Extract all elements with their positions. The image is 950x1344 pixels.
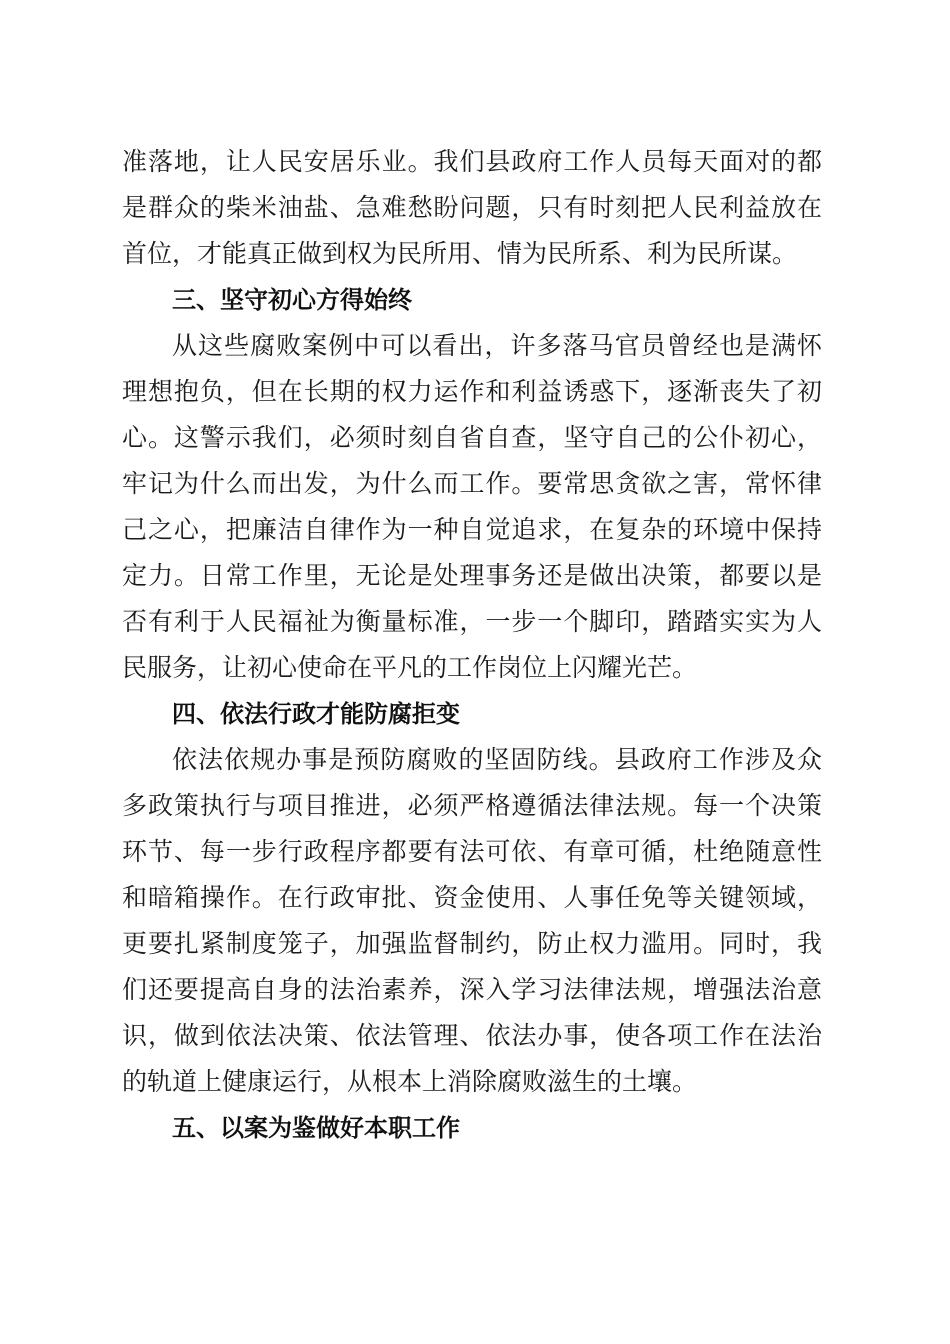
paragraph-line: 准落地，让人民安居乐业。我们县政府工作人员每天面对的都 (122, 147, 822, 176)
paragraph-line: 和暗箱操作。在行政审批、资金使用、人事任免等关键领域， (122, 883, 822, 912)
paragraph-line: 识，做到依法决策、依法管理、依法办事，使各项工作在法治 (122, 1021, 822, 1050)
paragraph-line: 牢记为什么而出发，为什么而工作。要常思贪欲之害，常怀律 (122, 469, 822, 498)
paragraph-line: 从这些腐败案例中可以看出，许多落马官员曾经也是满怀 (172, 331, 822, 360)
paragraph-line: 多政策执行与项目推进，必须严格遵循法律法规。每一个决策 (122, 791, 822, 820)
paragraph-line: 己之心，把廉洁自律作为一种自觉追求，在复杂的环境中保持 (122, 515, 822, 544)
paragraph-line: 心。这警示我们，必须时刻自省自查，坚守自己的公仆初心， (122, 423, 822, 452)
paragraph-line: 是群众的柴米油盐、急难愁盼问题，只有时刻把人民利益放在 (122, 193, 822, 222)
section-heading-3: 三、坚守初心方得始终 (172, 286, 412, 314)
paragraph-line: 更要扎紧制度笼子，加强监督制约，防止权力滥用。同时，我 (122, 929, 822, 958)
paragraph-line: 们还要提高自身的法治素养，深入学习法律法规，增强法治意 (122, 975, 822, 1004)
paragraph-line: 否有利于人民福祉为衡量标准，一步一个脚印，踏踏实实为人 (122, 607, 822, 636)
paragraph-line: 定力。日常工作里，无论是处理事务还是做出决策，都要以是 (122, 561, 822, 590)
paragraph-line: 依法依规办事是预防腐败的坚固防线。县政府工作涉及众 (172, 745, 822, 774)
paragraph-line: 理想抱负，但在长期的权力运作和利益诱惑下，逐渐丧失了初 (122, 377, 822, 406)
paragraph-line: 民服务，让初心使命在平凡的工作岗位上闪耀光芒。 (122, 653, 698, 682)
paragraph-line: 的轨道上健康运行，从根本上消除腐败滋生的土壤。 (122, 1067, 698, 1096)
section-heading-5: 五、以案为鉴做好本职工作 (172, 1114, 460, 1142)
section-heading-4: 四、依法行政才能防腐拒变 (172, 700, 460, 728)
paragraph-line: 首位，才能真正做到权为民所用、情为民所系、利为民所谋。 (122, 239, 798, 268)
paragraph-line: 环节、每一步行政程序都要有法可依、有章可循，杜绝随意性 (122, 837, 822, 866)
